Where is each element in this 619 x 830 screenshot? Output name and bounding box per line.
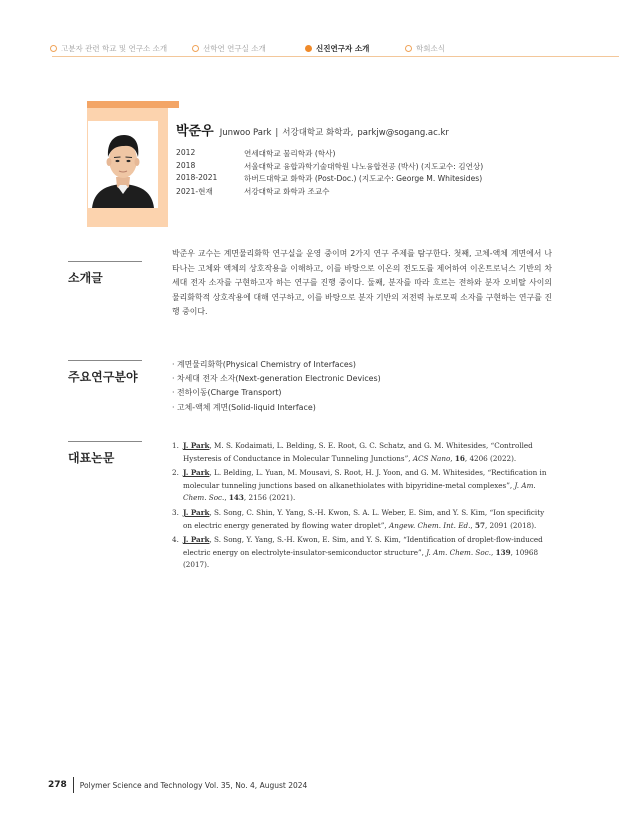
paper-item bbox=[172, 507, 552, 532]
research-areas-list bbox=[172, 358, 381, 415]
paper-details: , S. Song, Y. Yang, S.-H. Kwon, E. Sim, and Y. S. Kim, “Identification of droplet-flow-induced electric energy on electrolyte-insulator-semiconductor structure”, bbox=[183, 535, 543, 557]
nav-dot-active-icon bbox=[305, 45, 312, 52]
paper-author: J. Park bbox=[183, 507, 210, 517]
portrait-image bbox=[88, 121, 158, 208]
section-rule bbox=[68, 360, 142, 361]
paper-number: 4. bbox=[172, 535, 179, 545]
paper-details: , L. Belding, L. Yuan, M. Mousavi, S. Root, H. J. Yoon, and G. M. Whitesides, “Rectification in molecular tunneling junctions based on alkanethiolates with bipyridine-metal complexes”, bbox=[183, 468, 547, 490]
timeline-text: 연세대학교 물리학과 (학사) bbox=[244, 149, 336, 158]
email-link[interactable]: parkjw@sogang.ac.kr bbox=[357, 128, 449, 138]
page-number: 278 bbox=[48, 780, 67, 790]
intro-paragraph: 박준우 교수는 계면물리화학 연구실을 운영 중이며 2가지 연구 주제를 탐구한다. 첫째, 고체-액체 계면에서 나타나는 고체와 액체의 상호작용을 이해하고, 이를 바탕으로 이온의 전도도를 제어하여 이온트로닉스 기반의 차세대 전자 소자를 구현하고자 하는 연구를 진행 중이다. 둘째, 분자를 따라 흐르는 전하와 분자 오비탈 사이의 물리화학적 상호작용에 대해 연구하고, 이를 바탕으로 분자 기반의 저전력 뉴로모픽 소자를 구현하는 연구를 진행 중이다. bbox=[172, 249, 552, 317]
paper-journal: ACS Nano bbox=[412, 453, 451, 463]
papers-list bbox=[172, 440, 552, 574]
nav-item-news[interactable] bbox=[405, 43, 445, 54]
paper-journal: J. Am. Chem. Soc. bbox=[426, 547, 491, 557]
paper-citation bbox=[183, 440, 552, 465]
section-title-intro: 소개글 bbox=[68, 271, 103, 285]
section-title-research-areas: 주요연구분야 bbox=[68, 370, 138, 384]
paper-volume: 16 bbox=[454, 453, 465, 463]
timeline-row bbox=[176, 148, 483, 161]
name-korean: 박준우 bbox=[176, 124, 214, 139]
paper-author: J. Park bbox=[183, 468, 210, 478]
paper-citation bbox=[183, 467, 552, 505]
nav-item-new-researchers[interactable] bbox=[305, 43, 369, 54]
timeline-text: 하버드대학교 화학과 (Post-Doc.) (지도교수: George M. Whitesides) bbox=[244, 174, 483, 183]
timeline-year: 2018 bbox=[176, 160, 196, 170]
career-timeline bbox=[176, 148, 483, 198]
nav-dot-icon bbox=[50, 45, 57, 52]
section-rule bbox=[68, 261, 142, 262]
paper-details: , S. Song, C. Shin, Y. Yang, S.-H. Kwon, S. A. L. Weber, E. Sim, and Y. S. Kim, “Ion specificity on electric energy generated by flowing water droplet”, bbox=[183, 507, 545, 530]
timeline-text: 서강대학교 화학과 조교수 bbox=[244, 186, 330, 196]
timeline-row bbox=[176, 161, 483, 174]
research-area-item: · 차세대 전자 소자(Next-generation Electronic Devices) bbox=[172, 374, 381, 384]
paper-number: 1. bbox=[172, 441, 179, 450]
journal-info: Polymer Science and Technology Vol. 35, No. 4, August 2024 bbox=[79, 780, 308, 790]
nav-item-schools[interactable] bbox=[50, 43, 167, 54]
timeline-year: 2021-현재 bbox=[176, 186, 213, 196]
timeline-row bbox=[176, 186, 483, 199]
paper-number: 3. bbox=[172, 507, 179, 517]
affiliation: 서강대학교 화학과, bbox=[282, 128, 354, 138]
paper-citation bbox=[183, 534, 552, 572]
timeline-year: 2012 bbox=[176, 148, 196, 157]
paper-author: J. Park bbox=[183, 441, 210, 450]
paper-pages-year: , 2156 (2021). bbox=[243, 493, 296, 503]
paper-pages-year: , 2091 (2018). bbox=[484, 520, 537, 530]
paper-item bbox=[172, 467, 552, 505]
research-area-item: · 고체-액체 계면(Solid-liquid Interface) bbox=[172, 402, 316, 412]
profile-header bbox=[176, 120, 449, 139]
name-separator: | bbox=[275, 128, 279, 138]
page-footer bbox=[48, 777, 307, 793]
paper-number: 2. bbox=[172, 468, 179, 478]
research-area-item: · 전하이동(Charge Transport) bbox=[172, 388, 282, 398]
nav-item-label: 선학연 연구실 소개 bbox=[203, 44, 266, 53]
nav-rule bbox=[52, 56, 619, 57]
paper-separator: , bbox=[491, 547, 496, 557]
paper-volume: 139 bbox=[495, 547, 511, 557]
section-title-papers: 대표논문 bbox=[68, 451, 115, 465]
timeline-row bbox=[176, 173, 483, 186]
timeline-text: 서울대학교 융합과학기술대학원 나노융합전공 (박사) (지도교수: 김연상) bbox=[244, 161, 484, 171]
nav-item-label: 고분자 관련 학교 및 연구소 소개 bbox=[61, 44, 168, 53]
section-nav bbox=[0, 0, 619, 70]
name-english: Junwoo Park bbox=[219, 128, 272, 138]
paper-separator: , bbox=[470, 520, 475, 530]
paper-separator: , bbox=[224, 493, 229, 503]
nav-item-label: 신진연구자 소개 bbox=[316, 44, 370, 53]
paper-pages-year: , 4206 (2022). bbox=[464, 453, 517, 463]
nav-item-labs[interactable] bbox=[192, 43, 266, 54]
footer-divider bbox=[73, 777, 74, 793]
portrait-photo bbox=[88, 121, 158, 208]
paper-pages-year: , 10968 (2017). bbox=[183, 547, 539, 570]
paper-journal: Angew. Chem. Int. Ed. bbox=[389, 520, 471, 530]
nav-item-label: 학회소식 bbox=[416, 44, 445, 53]
paper-journal: J. Am. Chem. Soc. bbox=[183, 480, 536, 503]
paper-details: , M. S. Kodaimati, L. Belding, S. E. Root, G. C. Schatz, and G. M. Whitesides, “Controlled Hysteresis of Conductance in Molecular Tunneling Junctions”, bbox=[183, 441, 533, 463]
nav-dot-icon bbox=[192, 45, 199, 52]
section-rule bbox=[68, 441, 142, 442]
paper-item bbox=[172, 440, 552, 465]
timeline-year: 2018-2021 bbox=[176, 173, 218, 182]
paper-item bbox=[172, 534, 552, 572]
paper-author: J. Park bbox=[183, 535, 210, 545]
profile-accent-bar bbox=[87, 101, 179, 108]
research-area-item: · 계면물리화학(Physical Chemistry of Interfaces) bbox=[172, 360, 356, 369]
paper-citation bbox=[183, 507, 552, 532]
paper-volume: 57 bbox=[474, 520, 485, 530]
paper-separator: , bbox=[450, 453, 455, 463]
paper-volume: 143 bbox=[228, 493, 244, 503]
nav-dot-icon bbox=[405, 45, 412, 52]
